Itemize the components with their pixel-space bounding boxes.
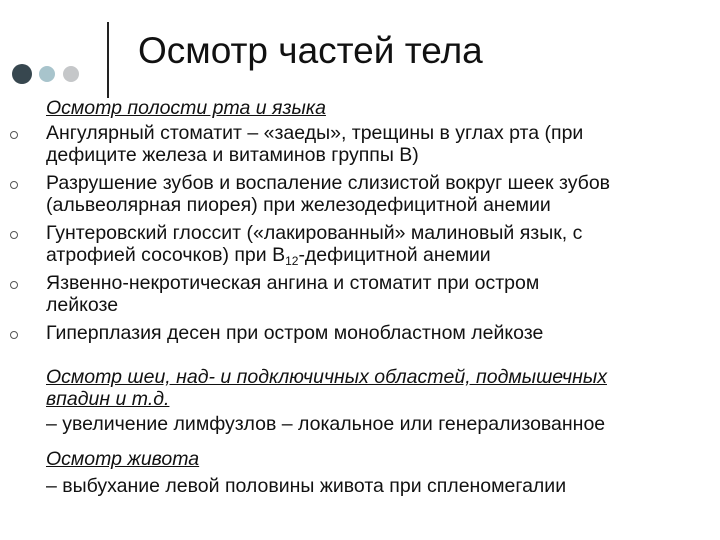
item-line: (альвеолярная пиорея) при железодефицитной анемии [46,194,551,216]
title-divider [107,22,109,98]
item-text: атрофией сосочков) при В [46,244,286,266]
section-heading-neck-cont: впадин и т.д. [46,388,170,410]
gray-dot-icon [63,66,79,82]
dark-dot-icon [12,64,32,84]
list-item [46,222,718,266]
section-heading-neck: Осмотр шеи, над- и подключичных областей, подмышечных [46,366,607,388]
slide-title: Осмотр частей тела [138,30,483,71]
item-text: -дефицитной анемии [298,244,491,266]
item-line: Язвенно-некротическая ангина и стоматит при остром [46,272,540,294]
list-item [46,122,718,166]
bullet-icon [10,181,18,189]
bullet-icon [10,331,18,339]
section-text-neck: – увеличение лимфузлов – локальное или генерализованное [46,413,606,435]
item-line: Разрушение зубов и воспаление слизистой вокруг шеек зубов [46,172,611,194]
section-text-abdomen: – выбухание левой половины живота при спленомегалии [46,475,567,497]
item-line: дефиците железа и витаминов группы В) [46,144,419,166]
list-item [46,322,718,344]
item-line [46,244,718,266]
section-heading-mouth: Осмотр полости рта и языка [46,97,326,119]
section-heading-abdomen: Осмотр живота [46,448,200,470]
bullet-icon [10,231,18,239]
bullet-icon [10,281,18,289]
list-item [46,172,718,216]
item-line: лейкозе [46,294,119,316]
light-blue-dot-icon [39,66,55,82]
item-line: Ангулярный стоматит – «заеды», трещины в углах рта (при [46,122,584,144]
bullet-icon [10,131,18,139]
item-line: Гунтеровский глоссит («лакированный» малиновый язык, с [46,222,583,244]
list-item [46,272,718,316]
subscript: 12 [285,254,299,268]
item-line: Гиперплазия десен при остром монобластном лейкозе [46,322,544,344]
